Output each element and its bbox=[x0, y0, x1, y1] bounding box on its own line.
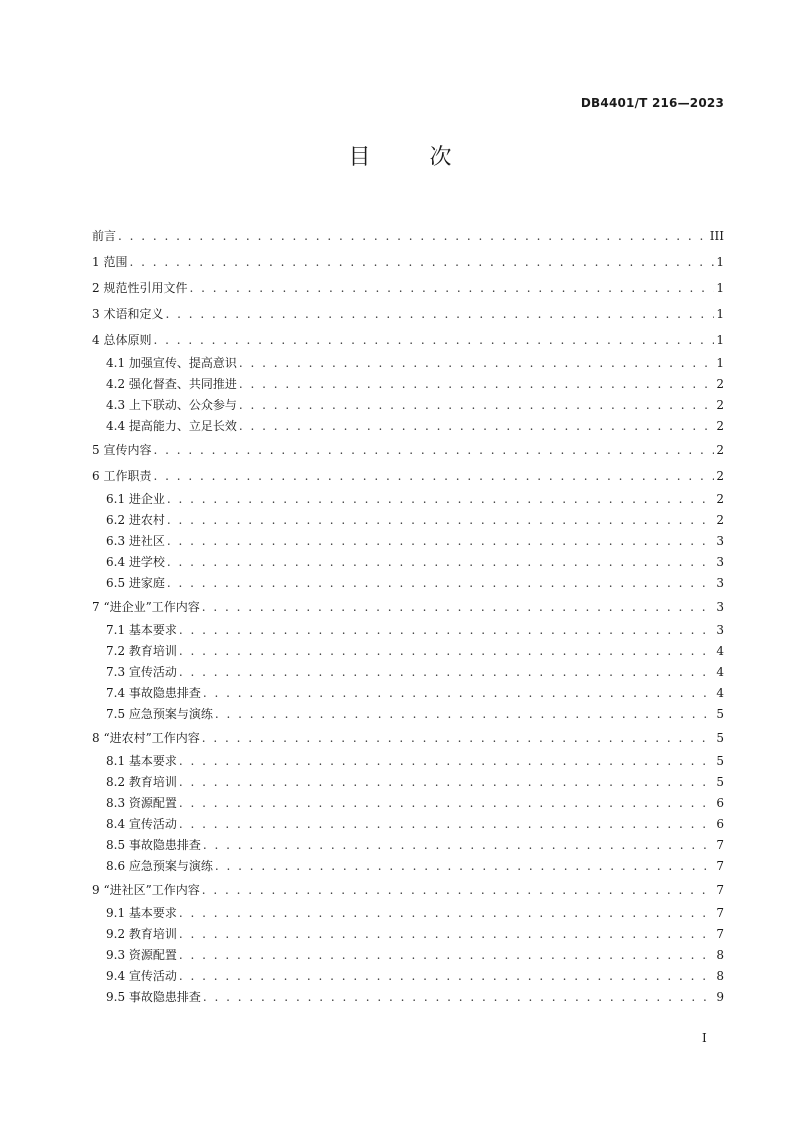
toc-entry[interactable] bbox=[92, 877, 724, 903]
toc-entry-label: 6.5 进家庭 bbox=[106, 576, 165, 590]
toc-leader-dots bbox=[153, 327, 714, 353]
toc-entry-page: 7 bbox=[716, 927, 724, 941]
toc-entry-label: 9.3 资源配置 bbox=[106, 948, 177, 962]
toc-leader-dots bbox=[215, 704, 714, 725]
toc-entry-label: 4.2 强化督查、共同推进 bbox=[106, 377, 237, 391]
toc-entry[interactable] bbox=[92, 793, 724, 814]
toc-entry-label: 7.3 宣传活动 bbox=[106, 665, 177, 679]
toc-entry-page: 3 bbox=[716, 534, 724, 548]
toc-leader-dots bbox=[129, 249, 714, 275]
toc-entry[interactable] bbox=[92, 966, 724, 987]
toc-entry-label: 7.5 应急预案与演练 bbox=[106, 707, 213, 721]
toc-entry[interactable] bbox=[92, 510, 724, 531]
toc-entry-label: 6.4 进学校 bbox=[106, 555, 165, 569]
toc-leader-dots bbox=[202, 594, 715, 620]
toc-entry-page: 3 bbox=[716, 576, 724, 590]
toc-entry-label: 3 术语和定义 bbox=[92, 307, 164, 321]
toc-leader-dots bbox=[179, 814, 714, 835]
toc-entry[interactable] bbox=[92, 856, 724, 877]
toc-entry-label: 8.5 事故隐患排查 bbox=[106, 838, 201, 852]
toc-leader-dots bbox=[215, 856, 714, 877]
toc-entry-page: 5 bbox=[716, 731, 724, 745]
toc-leader-dots bbox=[167, 489, 714, 510]
toc-entry-page: 3 bbox=[716, 600, 724, 614]
toc-leader-dots bbox=[179, 662, 714, 683]
toc-entry-page: 1 bbox=[716, 356, 724, 370]
toc-entry[interactable] bbox=[92, 751, 724, 772]
toc-entry[interactable] bbox=[92, 489, 724, 510]
toc-entry-page: 7 bbox=[716, 883, 724, 897]
toc-entry-page: 1 bbox=[716, 255, 724, 269]
toc-entry[interactable] bbox=[92, 374, 724, 395]
toc-entry-page: 8 bbox=[716, 948, 724, 962]
toc-entry[interactable] bbox=[92, 924, 724, 945]
toc-entry-page: 2 bbox=[716, 419, 724, 433]
toc-leader-dots bbox=[179, 772, 714, 793]
toc-leader-dots bbox=[203, 835, 714, 856]
toc-entry-label: 8 “进农村”工作内容 bbox=[92, 731, 200, 745]
toc-leader-dots bbox=[179, 945, 714, 966]
toc-entry-page: 5 bbox=[716, 775, 724, 789]
toc-entry-label: 9.1 基本要求 bbox=[106, 906, 177, 920]
toc-entry-label: 7.1 基本要求 bbox=[106, 623, 177, 637]
toc-leader-dots bbox=[189, 275, 714, 301]
toc-leader-dots bbox=[153, 463, 714, 489]
toc-entry-page: 1 bbox=[716, 307, 724, 321]
toc-entry-label: 9 “进社区”工作内容 bbox=[92, 883, 200, 897]
toc-entry-label: 9.5 事故隐患排查 bbox=[106, 990, 201, 1004]
toc-leader-dots bbox=[239, 395, 714, 416]
toc-leader-dots bbox=[239, 374, 714, 395]
toc-entry-label: 4.4 提高能力、立足长效 bbox=[106, 419, 237, 433]
toc-entry-label: 6.2 进农村 bbox=[106, 513, 165, 527]
toc-entry-page: 1 bbox=[716, 281, 724, 295]
toc-entry[interactable] bbox=[92, 353, 724, 374]
toc-leader-dots bbox=[202, 725, 715, 751]
toc-entry-page: 8 bbox=[716, 969, 724, 983]
toc-entry[interactable] bbox=[92, 327, 724, 353]
toc-entry-page: 7 bbox=[716, 859, 724, 873]
toc-entry[interactable] bbox=[92, 662, 724, 683]
toc-leader-dots bbox=[239, 353, 714, 374]
toc-entry-label: 6.3 进社区 bbox=[106, 534, 165, 548]
toc-entry-page: 9 bbox=[716, 990, 724, 1004]
toc-entry-label: 9.2 教育培训 bbox=[106, 927, 177, 941]
toc-entry-label: 4.1 加强宣传、提高意识 bbox=[106, 356, 237, 370]
toc-leader-dots bbox=[179, 966, 714, 987]
toc-leader-dots bbox=[203, 987, 714, 1008]
toc-entry[interactable] bbox=[92, 772, 724, 793]
toc-entry[interactable] bbox=[92, 573, 724, 594]
toc-entry[interactable] bbox=[92, 416, 724, 437]
toc-entry-label: 8.2 教育培训 bbox=[106, 775, 177, 789]
toc-leader-dots bbox=[179, 751, 714, 772]
toc-entry-label: 6 工作职责 bbox=[92, 469, 152, 483]
toc-entry-page: 6 bbox=[716, 817, 724, 831]
toc-leader-dots bbox=[203, 683, 714, 704]
toc-leader-dots bbox=[153, 437, 714, 463]
toc-leader-dots bbox=[179, 793, 714, 814]
toc-leader-dots bbox=[167, 510, 714, 531]
toc-entry[interactable] bbox=[92, 275, 724, 301]
toc-entry[interactable] bbox=[92, 437, 724, 463]
toc-entry-page: 4 bbox=[716, 665, 724, 679]
toc-entry-page: 4 bbox=[716, 644, 724, 658]
toc-entry-label: 7.4 事故隐患排查 bbox=[106, 686, 201, 700]
toc-entry-label: 1 范围 bbox=[92, 255, 128, 269]
toc-entry-label: 4.3 上下联动、公众参与 bbox=[106, 398, 237, 412]
toc-entry-page: III bbox=[709, 229, 724, 243]
toc-entry[interactable] bbox=[92, 814, 724, 835]
toc-entry[interactable] bbox=[92, 835, 724, 856]
toc-entry-label: 前言 bbox=[92, 229, 117, 243]
toc-entry-page: 2 bbox=[716, 398, 724, 412]
toc-entry-page: 6 bbox=[716, 796, 724, 810]
toc-entry[interactable] bbox=[92, 594, 724, 620]
toc-entry[interactable] bbox=[92, 249, 724, 275]
page-number: I bbox=[702, 1031, 707, 1045]
toc-entry-page: 2 bbox=[716, 513, 724, 527]
toc-entry-label: 6.1 进企业 bbox=[106, 492, 165, 506]
toc-entry[interactable] bbox=[92, 683, 724, 704]
standard-code: DB4401/T 216—2023 bbox=[580, 96, 724, 110]
toc-leader-dots bbox=[179, 903, 714, 924]
toc-entry[interactable] bbox=[92, 903, 724, 924]
toc-entry-label: 8.3 资源配置 bbox=[106, 796, 177, 810]
page-title: 目 次 bbox=[348, 145, 478, 170]
toc-entry[interactable] bbox=[92, 704, 724, 725]
toc-entry-label: 8.1 基本要求 bbox=[106, 754, 177, 768]
toc-leader-dots bbox=[202, 877, 715, 903]
toc-leader-dots bbox=[239, 416, 714, 437]
toc-entry-label: 4 总体原则 bbox=[92, 333, 152, 347]
toc-leader-dots bbox=[118, 223, 708, 249]
toc-entry-page: 2 bbox=[716, 492, 724, 506]
toc-leader-dots bbox=[167, 573, 714, 594]
toc-leader-dots bbox=[165, 301, 714, 327]
toc-entry-page: 2 bbox=[716, 469, 724, 483]
toc-entry[interactable] bbox=[92, 463, 724, 489]
toc-leader-dots bbox=[167, 552, 714, 573]
toc-entry[interactable] bbox=[92, 987, 724, 1008]
toc-entry[interactable] bbox=[92, 552, 724, 573]
toc-entry-page: 7 bbox=[716, 906, 724, 920]
toc-entry[interactable] bbox=[92, 641, 724, 662]
toc-entry-page: 3 bbox=[716, 623, 724, 637]
toc-entry[interactable] bbox=[92, 725, 724, 751]
toc-entry-label: 7.2 教育培训 bbox=[106, 644, 177, 658]
toc-leader-dots bbox=[179, 620, 714, 641]
toc-entry-page: 2 bbox=[716, 443, 724, 457]
toc-entry[interactable] bbox=[92, 395, 724, 416]
toc-entry-label: 8.4 宣传活动 bbox=[106, 817, 177, 831]
toc-leader-dots bbox=[179, 924, 714, 945]
toc-entry-page: 7 bbox=[716, 838, 724, 852]
toc-entry[interactable] bbox=[92, 945, 724, 966]
toc-entry[interactable] bbox=[92, 301, 724, 327]
toc-entry[interactable] bbox=[92, 531, 724, 552]
toc-leader-dots bbox=[179, 641, 714, 662]
toc-entry-label: 5 宣传内容 bbox=[92, 443, 152, 457]
toc-entry-page: 1 bbox=[716, 333, 724, 347]
toc-entry[interactable] bbox=[92, 620, 724, 641]
toc-entry-label: 9.4 宣传活动 bbox=[106, 969, 177, 983]
toc-entry[interactable] bbox=[92, 223, 724, 249]
toc-entry-page: 4 bbox=[716, 686, 724, 700]
toc-leader-dots bbox=[167, 531, 714, 552]
toc-entry-label: 7 “进企业”工作内容 bbox=[92, 600, 200, 614]
toc-entry-page: 2 bbox=[716, 377, 724, 391]
toc-entry-page: 5 bbox=[716, 754, 724, 768]
toc-entry-page: 5 bbox=[716, 707, 724, 721]
toc-entry-label: 2 规范性引用文件 bbox=[92, 281, 188, 295]
toc-entry-label: 8.6 应急预案与演练 bbox=[106, 859, 213, 873]
toc-entry-page: 3 bbox=[716, 555, 724, 569]
table-of-contents bbox=[92, 223, 724, 1008]
